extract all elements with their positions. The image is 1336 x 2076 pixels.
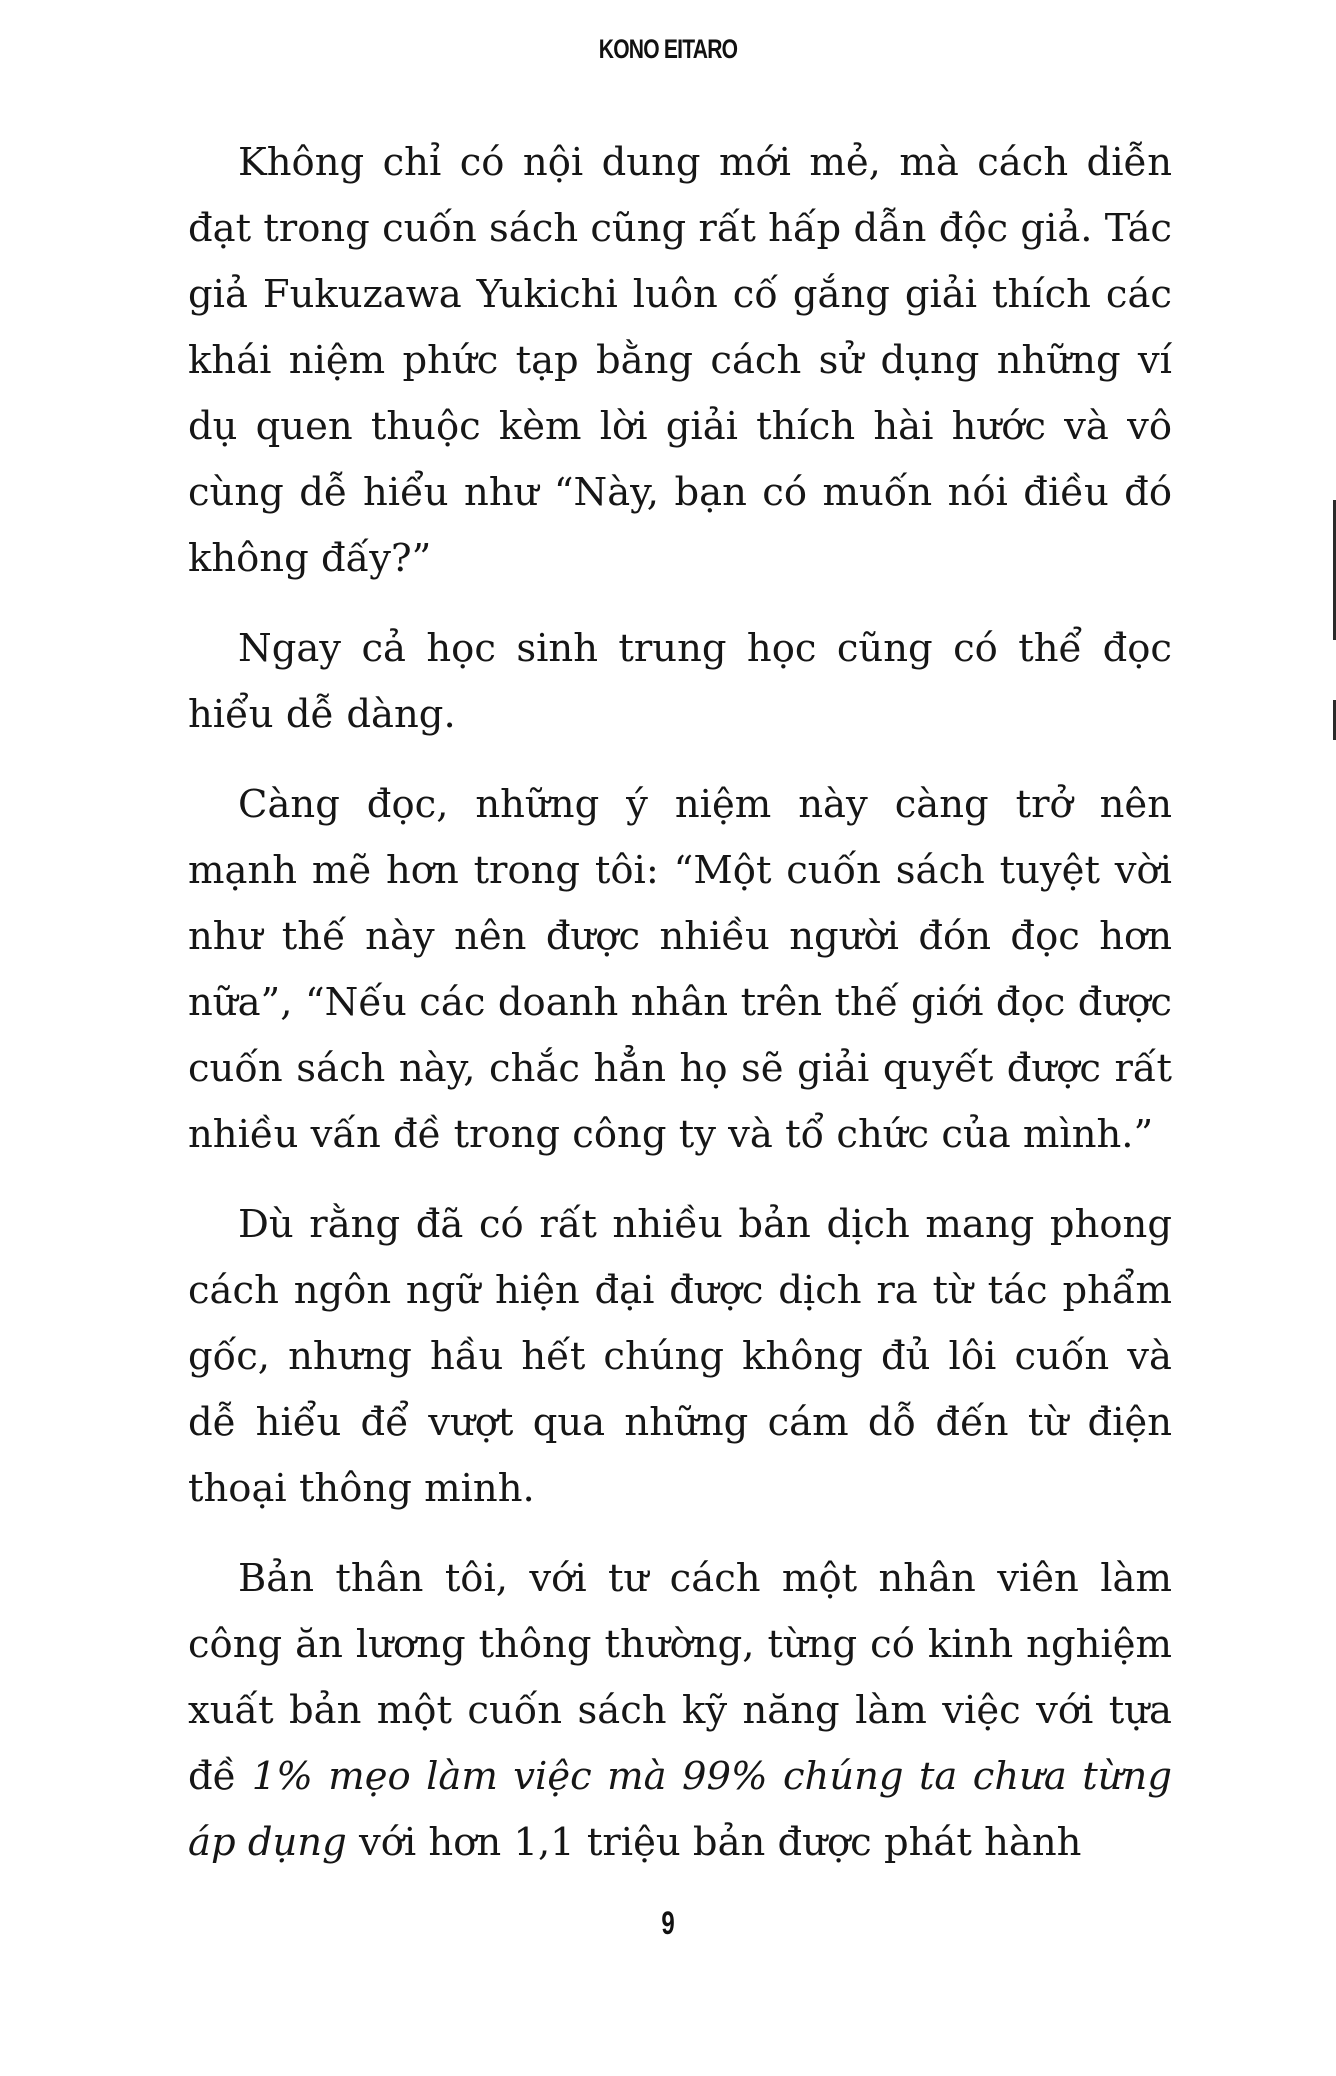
paragraph-5 <box>188 1546 1172 1876</box>
paragraph-1: Không chỉ có nội dung mới mẻ, mà cách diễn đạt trong cuốn sách cũng rất hấp dẫn độc giả. Tác giả Fukuzawa Yukichi luôn cố gắng giải thích các khái niệm phức tạp bằng cách sử dụng những ví dụ quen thuộc kèm lời giải thích hài hước và vô cùng dễ hiểu như “Này, bạn có muốn nói điều đó không đấy?” <box>188 140 1172 581</box>
paragraph-5-tail: với hơn 1,1 triệu bản được phát hành <box>346 1820 1082 1865</box>
page-number: 9 <box>661 1905 675 1941</box>
paragraph-5-lead: Bản thân tôi, với tư cách một nhân viên làm công ăn lương thông thường, từng có kinh nghiệm xuất bản một cuốn sách kỹ năng làm việc với tựa đề <box>188 1556 1172 1799</box>
book-title: 1% mẹo làm việc mà 99% chúng ta chưa từng áp dụng <box>188 1754 1172 1865</box>
running-head: KONO EITARO <box>598 34 738 64</box>
paragraph-2: Ngay cả học sinh trung học cũng có thể đọc hiểu dễ dàng. <box>188 626 1172 737</box>
body-text <box>188 130 1172 1876</box>
paragraph-4: Dù rằng đã có rất nhiều bản dịch mang phong cách ngôn ngữ hiện đại được dịch ra từ tác phẩm gốc, nhưng hầu hết chúng không đủ lôi cuốn và dễ hiểu để vượt qua những cám dỗ đến từ điện thoại thông minh. <box>188 1202 1172 1511</box>
paragraph-3: Càng đọc, những ý niệm này càng trở nên mạnh mẽ hơn trong tôi: “Một cuốn sách tuyệt vời như thế này nên được nhiều người đón đọc hơn nữa”, “Nếu các doanh nhân trên thế giới đọc được cuốn sách này, chắc hẳn họ sẽ giải quyết được rất nhiều vấn đề trong công ty và tổ chức của mình.” <box>188 782 1172 1157</box>
